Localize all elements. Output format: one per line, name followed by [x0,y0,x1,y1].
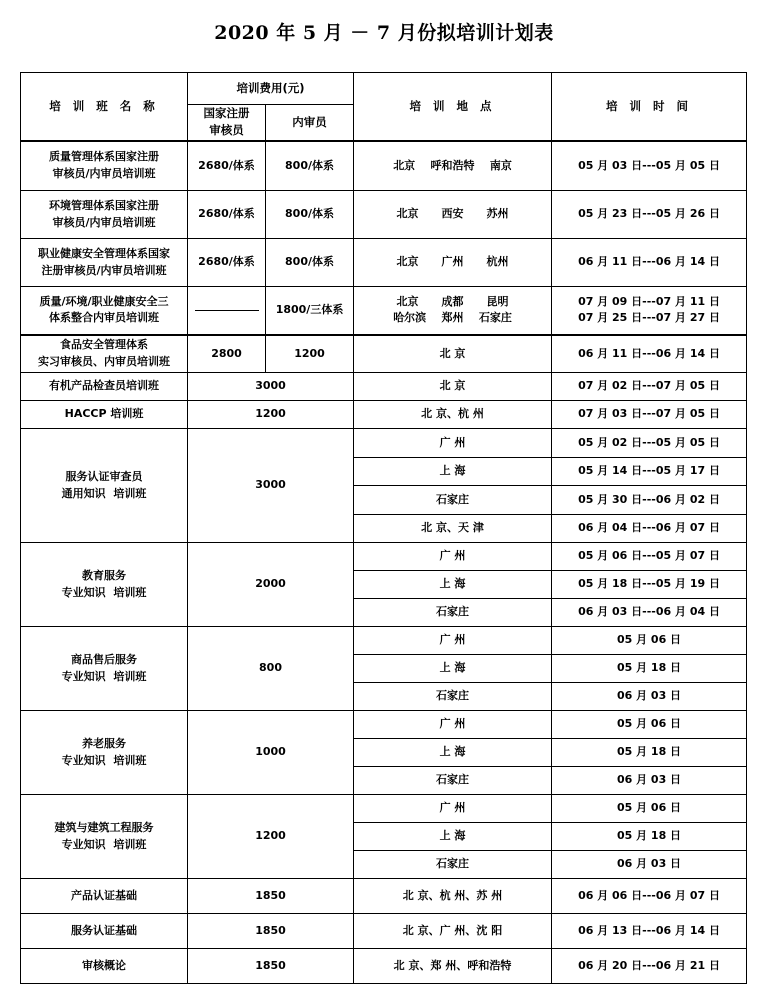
time: 05 月 06 日---05 月 07 日 [552,543,747,571]
course-name: 产品认证基础 [21,879,188,914]
table-row [21,914,747,949]
time: 05 月 14 日---05 月 17 日 [552,457,747,486]
table-row [21,429,747,458]
time: 06 月 06 日---06 月 07 日 [552,879,747,914]
fee-national [188,287,266,335]
table-row [21,795,747,823]
course-name: 建筑与建筑工程服务 专业知识 培训班 [21,795,188,879]
table-row [21,627,747,655]
time: 05 月 30 日---06 月 02 日 [552,486,747,515]
location: 石家庄 [354,486,552,515]
fee-internal-header: 内审员 [266,105,354,141]
table-row [21,543,747,571]
time: 07 月 02 日---07 月 05 日 [552,373,747,401]
course-name: 质量/环境/职业健康安全三 体系整合内审员培训班 [21,287,188,335]
time: 05 月 02 日---05 月 05 日 [552,429,747,458]
time: 05 月 18 日---05 月 19 日 [552,571,747,599]
time: 06 月 11 日---06 月 14 日 [552,239,747,287]
empty-fee-dash [195,310,259,311]
fee-internal: 800/体系 [266,239,354,287]
fee-internal: 800/体系 [266,141,354,191]
course-name: 食品安全管理体系 实习审核员、内审员培训班 [21,335,188,373]
location: 广 州 [354,627,552,655]
time: 07 月 03 日---07 月 05 日 [552,401,747,429]
time: 05 月 03 日---05 月 05 日 [552,141,747,191]
time: 06 月 13 日---06 月 14 日 [552,914,747,949]
location: 北京 成都 昆明 哈尔滨 郑州 石家庄 [354,287,552,335]
course-name: 养老服务 专业知识 培训班 [21,711,188,795]
fee-national: 2800 [188,335,266,373]
location: 上 海 [354,739,552,767]
time: 06 月 03 日 [552,683,747,711]
table-row [21,239,747,287]
fee-internal: 1800/三体系 [266,287,354,335]
course-header: 培 训 班 名 称 [21,73,188,141]
location: 广 州 [354,795,552,823]
fee: 3000 [188,373,354,401]
course-name: 服务认证审查员 通用知识 培训班 [21,429,188,543]
time: 05 月 18 日 [552,739,747,767]
time: 05 月 18 日 [552,823,747,851]
location: 上 海 [354,571,552,599]
fee: 1200 [188,795,354,879]
fee: 1850 [188,914,354,949]
course-name: 服务认证基础 [21,914,188,949]
location: 北 京、郑 州、呼和浩特 [354,949,552,984]
time: 06 月 03 日---06 月 04 日 [552,599,747,627]
table-row [21,401,747,429]
location: 北 京、广 州、沈 阳 [354,914,552,949]
table-row [21,711,747,739]
page-title: 2020 年 5 月 － 7 月份拟培训计划表 [214,22,554,44]
table-row [21,287,747,335]
time: 06 月 11 日---06 月 14 日 [552,335,747,373]
location: 上 海 [354,655,552,683]
table-row [21,879,747,914]
location: 石家庄 [354,851,552,879]
fee: 1850 [188,879,354,914]
time: 06 月 03 日 [552,851,747,879]
table-row [21,191,747,239]
location: 石家庄 [354,599,552,627]
location: 北 京、杭 州 [354,401,552,429]
fee-header: 培训费用(元) [188,73,354,105]
location: 北 京 [354,373,552,401]
table-row [21,949,747,984]
location: 石家庄 [354,683,552,711]
time: 05 月 06 日 [552,795,747,823]
course-name: 商品售后服务 专业知识 培训班 [21,627,188,711]
table-row [21,373,747,401]
time: 06 月 20 日---06 月 21 日 [552,949,747,984]
location: 北京 呼和浩特 南京 [354,141,552,191]
course-name: 质量管理体系国家注册 审核员/内审员培训班 [21,141,188,191]
fee: 1850 [188,949,354,984]
fee: 1200 [188,401,354,429]
location: 北京 西安 苏州 [354,191,552,239]
course-name: 审核概论 [21,949,188,984]
time: 05 月 06 日 [552,627,747,655]
header-row [21,73,747,105]
fee: 2000 [188,543,354,627]
fee: 3000 [188,429,354,543]
time: 05 月 18 日 [552,655,747,683]
time-header: 培 训 时 间 [552,73,747,141]
course-name: 环境管理体系国家注册 审核员/内审员培训班 [21,191,188,239]
time: 05 月 23 日---05 月 26 日 [552,191,747,239]
fee-internal: 1200 [266,335,354,373]
location: 北 京 [354,335,552,373]
fee-internal: 800/体系 [266,191,354,239]
location: 北 京、天 津 [354,514,552,543]
location: 北 京、杭 州、苏 州 [354,879,552,914]
course-name: 职业健康安全管理体系国家 注册审核员/内审员培训班 [21,239,188,287]
time: 06 月 03 日 [552,767,747,795]
course-name: HACCP 培训班 [21,401,188,429]
location: 北京 广州 杭州 [354,239,552,287]
time: 06 月 04 日---06 月 07 日 [552,514,747,543]
table-row [21,141,747,191]
location: 上 海 [354,457,552,486]
location: 广 州 [354,711,552,739]
fee-national: 2680/体系 [188,191,266,239]
fee-national: 2680/体系 [188,141,266,191]
location: 广 州 [354,543,552,571]
location-header: 培 训 地 点 [354,73,552,141]
fee-national-header: 国家注册 审核员 [188,105,266,141]
fee: 800 [188,627,354,711]
location: 广 州 [354,429,552,458]
location: 石家庄 [354,767,552,795]
location: 上 海 [354,823,552,851]
fee: 1000 [188,711,354,795]
time: 05 月 06 日 [552,711,747,739]
course-name: 教育服务 专业知识 培训班 [21,543,188,627]
training-plan-table [20,72,747,984]
fee-national: 2680/体系 [188,239,266,287]
time: 07 月 09 日---07 月 11 日 07 月 25 日---07 月 27 日 [552,287,747,335]
course-name: 有机产品检查员培训班 [21,373,188,401]
table-row [21,335,747,373]
